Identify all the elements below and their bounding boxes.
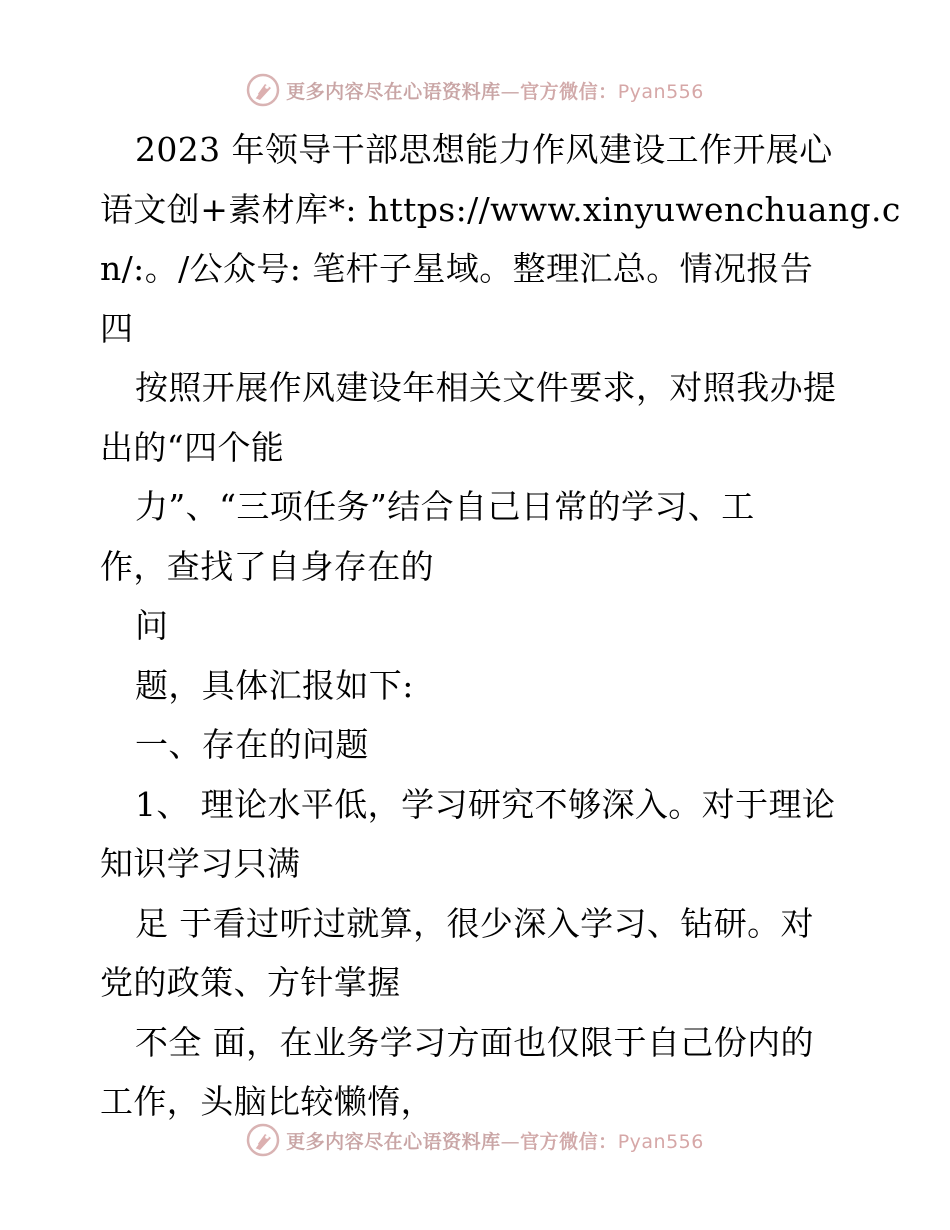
watermark-text: 更多内容尽在心语资料库—官方微信：Pyan556 xyxy=(286,1130,704,1153)
document-line: 四 xyxy=(100,308,134,348)
document-line: 出的“四个能 xyxy=(100,427,285,467)
document-line: 2023 年领导干部思想能力作风建设工作开展心 xyxy=(135,130,833,169)
document-body xyxy=(100,120,901,1132)
document-line: 语文创+素材库*: https://www.xinyuwenchuang.c xyxy=(100,189,901,229)
document-line: 不全 面，在业务学习方面也仅限于自己份内的 xyxy=(135,1022,814,1062)
document-line: 工作，头脑比较懒惰， xyxy=(100,1082,434,1121)
watermark-banner-bottom xyxy=(0,1120,950,1160)
watermark-banner-top xyxy=(0,70,950,110)
document-line: 题，具体汇报如下: xyxy=(135,665,414,705)
document-line: 知识学习只满 xyxy=(100,844,301,883)
section-heading: 一、存在的问题 xyxy=(135,725,369,764)
watermark-text: 更多内容尽在心语资料库—官方微信：Pyan556 xyxy=(286,80,704,103)
document-line: 力”、“三项任务”结合自己日常的学习、工 xyxy=(135,487,755,526)
document-line: n/:。/公众号: 笔杆子星域。整理汇总。情况报告 xyxy=(100,249,814,288)
document-line: 党的政策、方针掌握 xyxy=(100,963,401,1002)
document-line: 1、 理论水平低，学习研究不够深入。对于理论 xyxy=(135,784,836,824)
document-line: 按照开展作风建设年相关文件要求，对照我办提 xyxy=(135,368,837,407)
document-line: 作，查找了自身存在的 xyxy=(100,546,434,586)
pen-nib-logo-icon xyxy=(246,1123,280,1157)
document-line: 足 于看过听过就算，很少深入学习、钻研。对 xyxy=(135,903,814,943)
pen-nib-logo-icon xyxy=(246,73,280,107)
document-line: 问 xyxy=(135,606,169,645)
